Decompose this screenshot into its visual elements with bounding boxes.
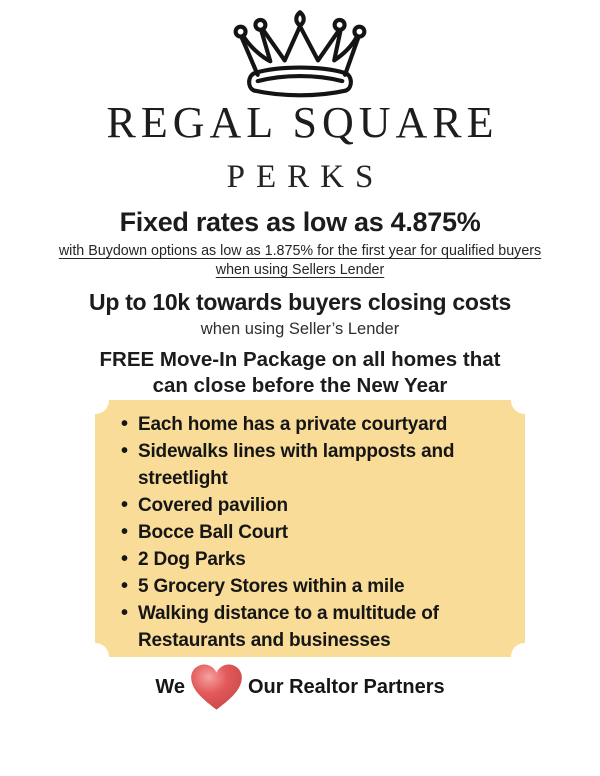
feature-item: • Covered pavilion <box>138 492 517 519</box>
movein-line1: FREE Move-In Package on all homes that <box>99 348 501 371</box>
feature-item: • Sidewalks lines with lampposts and streetlight <box>138 438 517 492</box>
feature-item: • 5 Grocery Stores within a mile <box>138 573 517 600</box>
feature-item: • 2 Dog Parks <box>138 546 517 573</box>
footer-suffix: Our Realtor Partners <box>247 676 445 698</box>
feature-item: • Walking distance to a multitude of Restaurants and businesses <box>138 600 517 654</box>
rate-note-line1: with Buydown options as low as 1.875% for the first year for qualified buyers <box>58 243 542 259</box>
rate-headline: Fixed rates as low as 4.875% <box>119 207 481 237</box>
heart-icon <box>188 661 245 714</box>
rate-note <box>0 242 600 280</box>
feature-item: • Bocce Ball Court <box>138 519 517 546</box>
closing-cost-note: when using Seller’s Lender <box>200 320 400 338</box>
feature-item: • Each home has a private courtyard <box>138 411 517 438</box>
footer-tagline <box>0 661 600 714</box>
closing-cost-headline: Up to 10k towards buyers closing costs <box>89 289 511 315</box>
box-notch-top-right <box>511 387 538 414</box>
community-features-box <box>95 400 525 657</box>
footer-prefix: We <box>155 676 185 698</box>
rate-note-line2: when using Sellers Lender <box>215 262 385 278</box>
box-notch-top-left <box>82 387 109 414</box>
movein-line2: can close before the New Year <box>152 374 448 397</box>
crown-icon <box>224 10 376 100</box>
brand-subtitle: PERKS <box>226 159 385 195</box>
feature-list <box>95 400 525 654</box>
brand-title: REGAL SQUARE <box>106 98 499 147</box>
